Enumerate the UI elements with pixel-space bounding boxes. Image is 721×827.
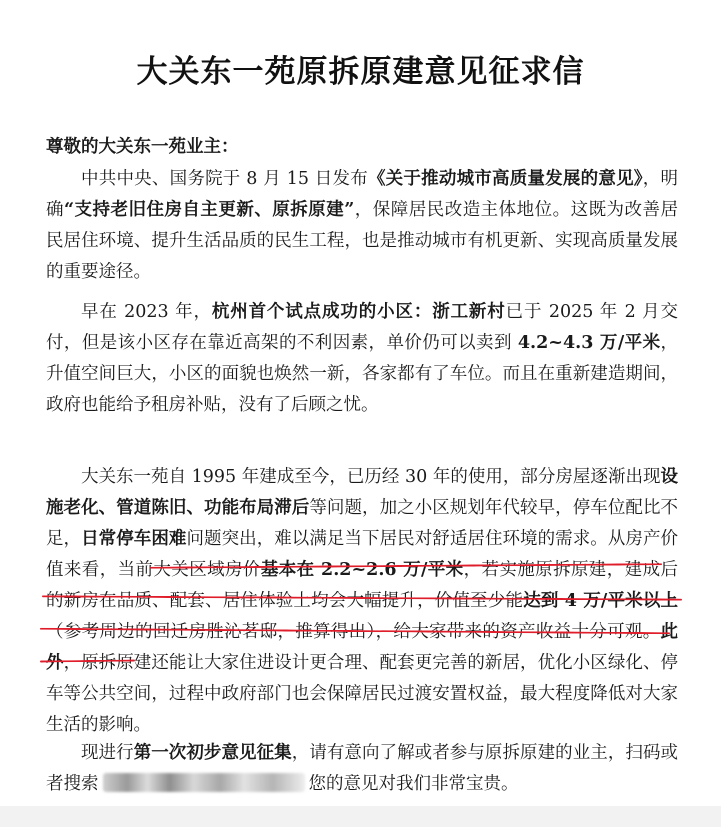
- bold-run: 第一次初步意见征集: [133, 743, 292, 763]
- text-run: ，明确: [46, 169, 679, 220]
- text-run: ，保障居民改造主体地位。这既为改善居民居住环境、提升生活品质的民生工程，也是推动城市有机更新、实现高质量发展的重要途径。: [46, 200, 678, 282]
- text-run: 早在 2023 年，: [81, 302, 212, 322]
- text-run: 等问题，加之小区规划年代较早，停车位配比不足，: [46, 498, 679, 549]
- paragraph-community-status: [46, 462, 678, 741]
- letter-title: 大关东一苑原拆原建意见征求信: [136, 54, 585, 90]
- bold-run: 基本在 2.2~2.6 万/平米: [260, 560, 464, 580]
- text-run: 大关东一苑自 1995 年建成至今，已历经 30 年的使用，部分房屋逐渐出现: [81, 467, 661, 487]
- bold-run: 日常停车困难: [81, 529, 187, 549]
- text-run: 中共中央、国务院于 8 月 15 日发布: [81, 169, 368, 189]
- page-bottom-edge: [0, 806, 721, 827]
- text-run: ，若实施原拆原建，建成后的新房在品质、配套、居住体验上均会大幅提升，价值至少能: [46, 560, 678, 611]
- text-run: 问题突出，难以满足当下居民对舒适居住环境的需求。从房产价值来看，当前大关区域房价: [46, 529, 679, 580]
- bold-run: 4.2~4.3 万/平米: [517, 333, 661, 353]
- text-run: 已于 2025 年 2 月交付，但是该小区存在靠近高架的不利因素，单价仍可以卖到: [46, 302, 679, 353]
- text-run: （参考周边的回迁房胜沁茗邸，推算得出），给大家带来的资产收益十分可观。: [46, 622, 661, 642]
- text-run: ，升值空间巨大，小区的面貌也焕然一新，各家都有了车位。而且在重新建造期间，政府也能给予租房补贴，没有了后顾之忧。: [46, 333, 678, 415]
- paragraph-solicitation: [46, 738, 678, 800]
- text-run: ，原拆原建还能让大家住进设计更合理、配套更完善的新居，优化小区绿化、停车等公共空间，过程中政府部门也会保障居民过渡安置权益，最大程度降低对大家生活的影响。: [46, 653, 679, 735]
- text-run: 您的意见对我们非常宝贵。: [308, 774, 519, 794]
- paragraph-pilot-example: [46, 297, 678, 421]
- bold-run: 《关于推动城市高质量发展的意见》: [367, 169, 643, 189]
- text-run: 现进行: [81, 743, 134, 763]
- redacted-search-term: [103, 773, 305, 792]
- bold-run: 设施老化、管道陈旧、功能布局滞后: [46, 467, 678, 518]
- bold-run: “支持老旧住房自主更新、原拆原建”: [63, 200, 355, 220]
- bold-run: 此外: [46, 622, 678, 673]
- paragraph-policy: [46, 164, 678, 288]
- bold-run: 达到 4 万/平米以上: [523, 591, 678, 611]
- salutation: 尊敬的大关东一苑业主：: [46, 137, 239, 157]
- text-run: ，请有意向了解或者参与原拆原建的业主，扫码或者搜索: [46, 743, 679, 794]
- bold-run: 杭州首个试点成功的小区：浙工新村: [211, 302, 506, 322]
